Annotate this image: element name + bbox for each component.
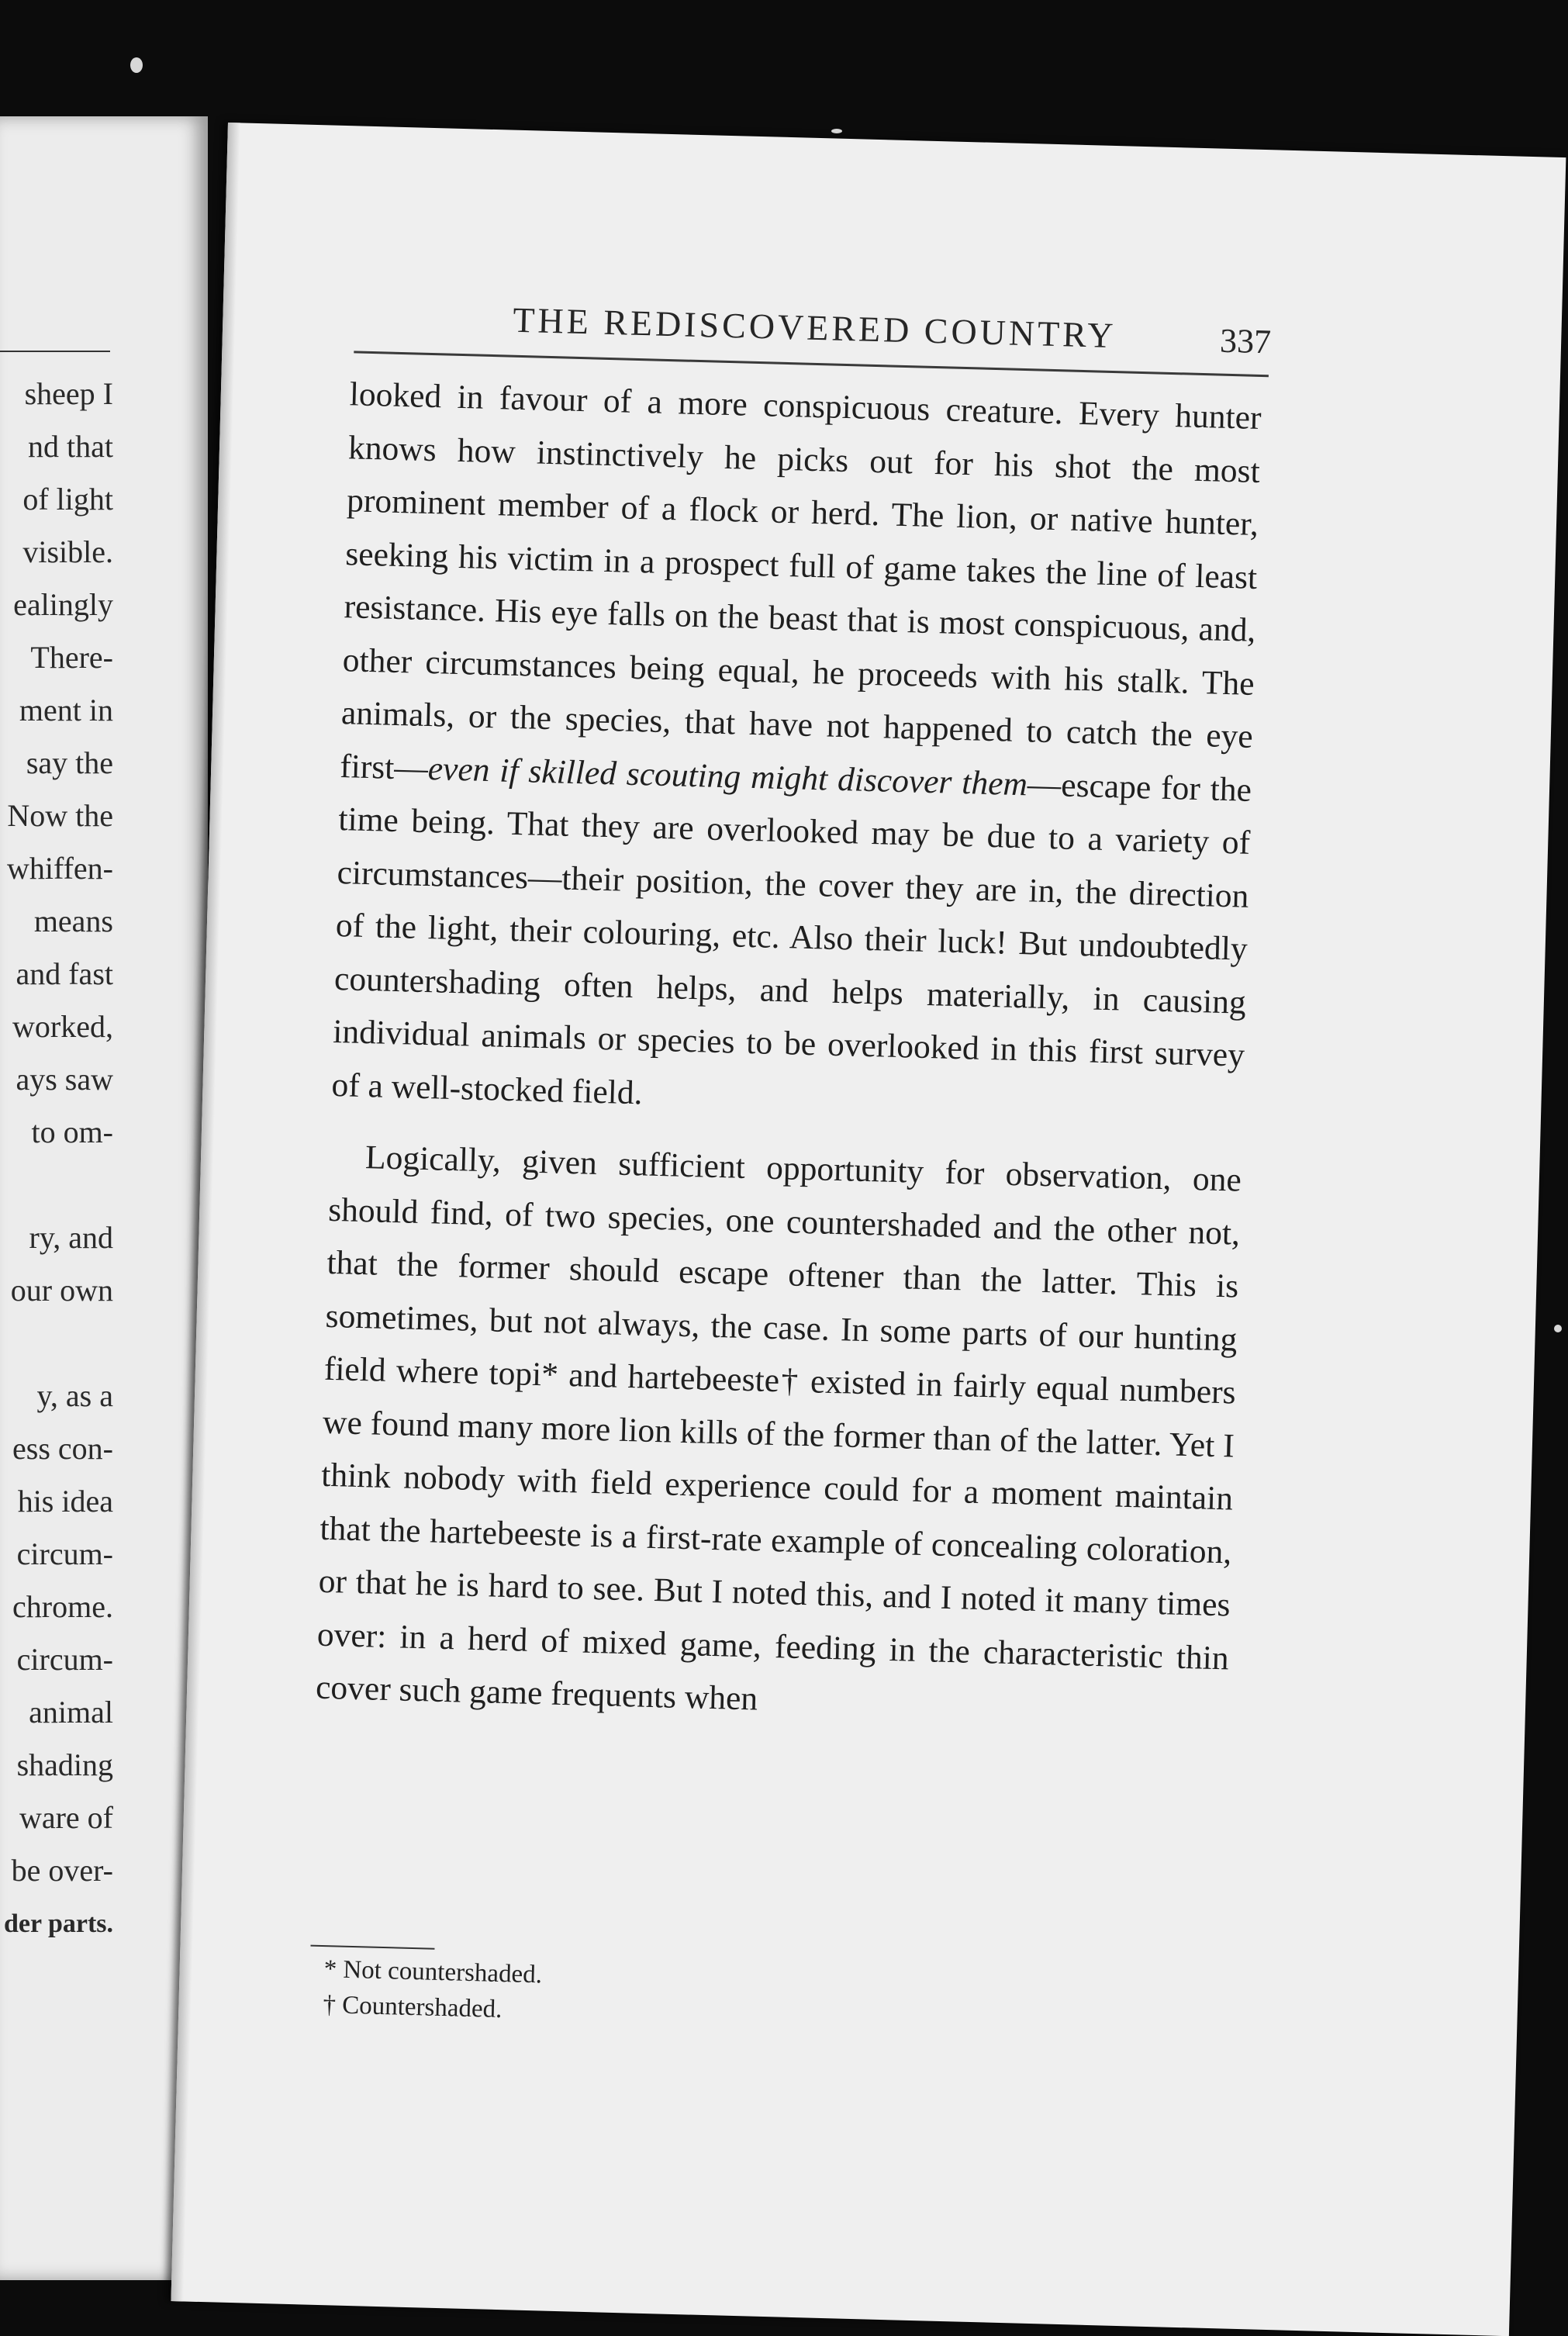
previous-page-line: der parts.	[3, 1909, 113, 1938]
previous-page-line: and fast	[16, 956, 113, 991]
previous-page-line: Now the	[7, 798, 113, 833]
paragraph-text: —escape for the time being. That they are overlooked may be due to a variety of circumstances—their position, the cover they are in, the direction of the light, their colouring, etc. Also their luck! But undoubtedly countershading often helps, and helps materially, in causing individual animals or species to be overlooked in this first survey of a well-stocked field.	[330, 765, 1252, 1111]
previous-page-line: ays saw	[16, 1062, 113, 1097]
previous-page-line: our own	[10, 1273, 113, 1308]
previous-page-line: nd that	[28, 429, 113, 464]
previous-page-line: shading	[16, 1747, 113, 1782]
previous-page-line: visible.	[22, 534, 113, 569]
previous-page-line: means	[33, 904, 113, 938]
footnote: * Not countershaded.	[323, 1955, 543, 1989]
previous-page-line: circum-	[16, 1536, 113, 1571]
footnote-rule	[310, 1945, 434, 1950]
page-number: 337	[1219, 321, 1272, 361]
previous-page-line: ess con-	[12, 1431, 113, 1466]
running-head: THE REDISCOVERED COUNTRY	[512, 299, 1117, 356]
previous-page-line: be over-	[11, 1853, 113, 1888]
previous-page-line: his idea	[17, 1484, 113, 1519]
book-page	[171, 123, 1566, 2336]
previous-page-line: y, as a	[36, 1378, 113, 1413]
previous-page-line: ment in	[19, 693, 113, 727]
previous-page-fragment	[0, 116, 208, 2280]
paragraph-text: looked in favour of a more conspicuous creature. Every hunter knows how instinctively he picks out for his shot the most prominent member of a flock or herd. The lion, or native hunter, seeking his victim in a prospect full of game takes the line of least resistance. His eye falls on the beast that is most conspicuous, and, other circumstances being equal, he proceeds with his stalk. The animals, or the species, that have not happened to catch the eye first—	[339, 375, 1262, 787]
previous-page-line: chrome.	[12, 1589, 113, 1624]
previous-page-line: There-	[30, 640, 113, 675]
previous-page-line: to om-	[31, 1114, 113, 1149]
paragraph	[331, 368, 1262, 1135]
previous-page-line: animal	[29, 1695, 113, 1730]
previous-page-line: ware of	[19, 1800, 113, 1835]
paragraph: Logically, given sufficient opportunity for observation, one should find, of two species, one countershaded and the other not, that the former should escape oftener than the latter. This is sometimes, but not always, the case. In some parts of our hunting field where topi* and hartebeeste† existed in fairly equal numbers we found many more lion kills of the former than of the latter. Yet I think nobody with field experience could for a moment maintain that the hartebeeste is a first-rate example of concealing coloration, or that he is hard to see. But I noted this, and I noted it many times over: in a herd of mixed game, feeding in the characteristic thin cover such game frequents when	[315, 1139, 1242, 1718]
previous-page-line: circum-	[16, 1642, 113, 1677]
previous-page-line: of light	[22, 482, 113, 517]
italic-phrase: even if skilled scouting might discover them	[427, 749, 1028, 803]
previous-page-line: ealingly	[13, 587, 113, 622]
previous-page-line: sheep I	[24, 376, 113, 411]
footnotes	[323, 1951, 543, 2028]
dust-speck	[1554, 1325, 1562, 1332]
previous-page-line: ry, and	[29, 1220, 113, 1255]
body-text	[315, 368, 1262, 1738]
dust-speck	[130, 57, 143, 73]
previous-page-line: whiffen-	[7, 851, 113, 886]
previous-page-line: worked,	[12, 1009, 113, 1044]
footnote: † Countershaded.	[323, 1991, 503, 2024]
dust-speck	[831, 129, 842, 133]
previous-page-line: say the	[26, 745, 113, 780]
previous-page-head-rule	[0, 351, 110, 352]
